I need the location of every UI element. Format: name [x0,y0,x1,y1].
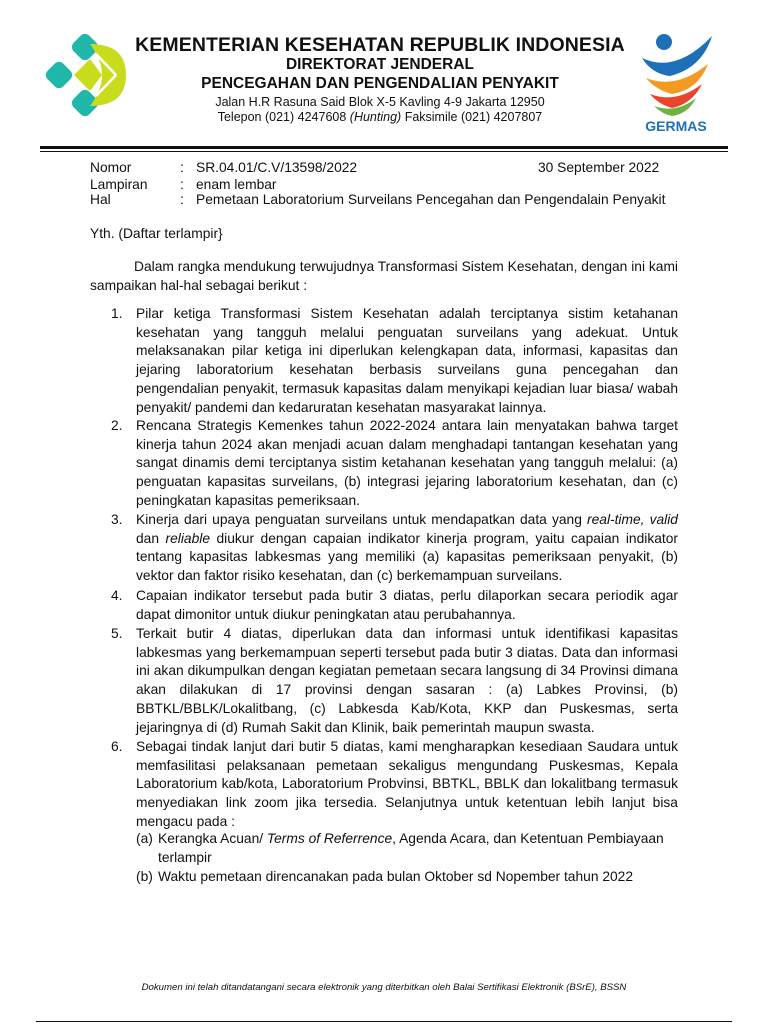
colon: : [180,160,184,175]
nomor-label: Nomor [90,160,132,175]
colon: : [180,192,184,207]
point-text-part: Kinerja dari upaya penguatan surveilans untuk mendapatkan data yang [136,512,587,527]
subpoint-text: Waktu pemetaan direncanakan pada bulan Oktober sd Nopember tahun 2022 [158,869,634,884]
subpoint-text [158,830,678,867]
directorate-title: DIREKTORAT JENDERAL [285,56,475,73]
point-text: Pilar ketiga Transformasi Sistem Kesehatan adalah terciptanya sistim ketahanan kesehatan yang tangguh melalui penguatan surveilans yang adekuat. Untuk melaksanakan pilar ketiga ini diperlukan kelengkapan data, informasi, kapasitas dan jejaring laboratorium kesehatan berbasis surveilans guna pencegahan dan pengendalian penyakit, termasuk kapasitas dalam menyikapi kejadian luar biasa/ wabah penyakit/ pandemi dan kedaruratan kesehatan masyarakat lainnya. [136,306,678,415]
hal-row [90,191,665,208]
point-text: Sebagai tindak lanjut dari butir 5 diatas, kami mengharapkan kesediaan Saudara untuk memfasilitasi pelaksanaan pemetaan sekaligus mengundang Puskesmas, Kepala Laboratorium kab/kota, Laboratorium Probvinsi, BBTKL, BBLK dan lokalitbang termasuk menyediakan link zoom jika tersedia. Selanjutnya untuk ketentuan lebih lanjut bisa mengacu pada : [136,739,678,829]
germas-label: GERMAS [645,118,707,134]
point-text-part: dan [136,530,166,546]
phone-hunting-note: (Hunting) [349,110,402,124]
lampiran-value: enam lembar [196,177,277,192]
lampiran-label: Lampiran [90,177,148,192]
intro-paragraph: Dalam rangka mendukung terwujudnya Transformasi Sistem Kesehatan, dengan ini kami sampaikan hal-hal sebagai berikut : [90,259,678,293]
footer-rule [36,1021,732,1022]
point-italic-term: reliable [165,530,210,546]
point-text: Terkait butir 4 diatas, diperlukan data dan informasi untuk identifikasi kapasitas labkesmas yang berkemampuan seperti tersebut pada butir 3 diatas. Data dan informasi ini akan dikumpulkan dengan kegiatan pemetaan secara langsung di 34 Provinsi dimana akan dilakukan di 17 provinsi dengan sasaran : (a) Labkes Provinsi, (b) BBTKL/BBLK/Lokalitbang, (c) Labkesda Kab/Kota, KKP dan Puskesmas, serta jejaringnya di (d) Rumah Sakit dan Klinik, baik pemerintah maupun swasta. [136,626,678,735]
ministry-title: KEMENTERIAN KESEHATAN REPUBLIK INDONESIA [135,34,625,56]
letterhead-rule-thin [40,151,728,152]
subpoint-italic-term: Terms of Referrence [266,831,393,846]
office-address: Jalan H.R Rasuna Said Blok X-5 Kavling 4-9 Jakarta 12950 [215,95,545,109]
office-phone-fax [130,110,630,124]
fax-number: Faksimile (021) 4207807 [404,110,543,124]
letter-date: 30 September 2022 [538,160,660,175]
point-text: Capaian indikator tersebut pada butir 3 diatas, perlu dilaporkan secara periodik agar dapat dimonitor untuk diukur peningkatan atau perubahannya. [136,588,678,622]
point-number: 5. [111,626,123,641]
colon: : [180,177,184,192]
point-text: Rencana Strategis Kemenkes tahun 2022-2024 antara lain menyatakan bahwa target kinerja tahun 2024 akan menjadi acuan dalam menghadapi tantangan kesehatan yang sangat dinamis demi terciptanya sistim ketahanan kesehatan yang tangguh melalui: (a) penguatan kapasitas surveilans, (b) integrasi jejaring laboratorium kesehatan, dan (c) peningkatan kapasitas pemeriksaan. [136,418,678,508]
germas-logo-icon [636,28,720,136]
recipient: Yth. (Daftar terlampir} [90,226,223,241]
point-number: 3. [111,512,123,527]
hal-value: Pemetaan Laboratorium Surveilans Pencegahan dan Pengendalain Penyakit [196,192,666,207]
subpoint-text-part: Kerangka Acuan/ [158,831,267,846]
kemenkes-logo-icon [38,34,130,122]
subpoint-label: (a) [136,831,153,846]
letterhead-rule [40,146,728,149]
nomor-value: SR.04.01/C.V/13598/2022 [196,160,358,175]
subpoint-label: (b) [136,869,153,884]
subpoint-text-part: , Agenda Acara, dan Ketentuan Pembiayaan terlampir [158,831,664,865]
e-signature-note: Dokumen ini telah ditandatangani secara elektronik yang diterbitkan oleh Balai Sertifikasi Elektronik (BSrE), BSSN [141,982,627,993]
phone-number: Telepon (021) 4247608 [217,110,347,124]
division-title: PENCEGAHAN DAN PENGENDALIAN PENYAKIT [201,75,559,92]
hal-label: Hal [90,192,111,207]
point-text-part: diukur dengan capaian indikator kinerja program, yaitu capaian indikator tentang kapasitas labkesmas yang memiliki (a) kapasitas pemeriksaan penyakit, (b) vektor dan faktor risiko kesehatan, dan (c) berkemampuan surveilans. [136,530,678,584]
point-text [136,511,678,586]
point-number: 2. [111,418,123,433]
point-italic-term: real-time, valid [587,512,678,527]
point-number: 6. [111,739,123,754]
point-number: 4. [111,588,123,603]
point-number: 1. [111,306,123,321]
nomor-row [90,159,357,176]
